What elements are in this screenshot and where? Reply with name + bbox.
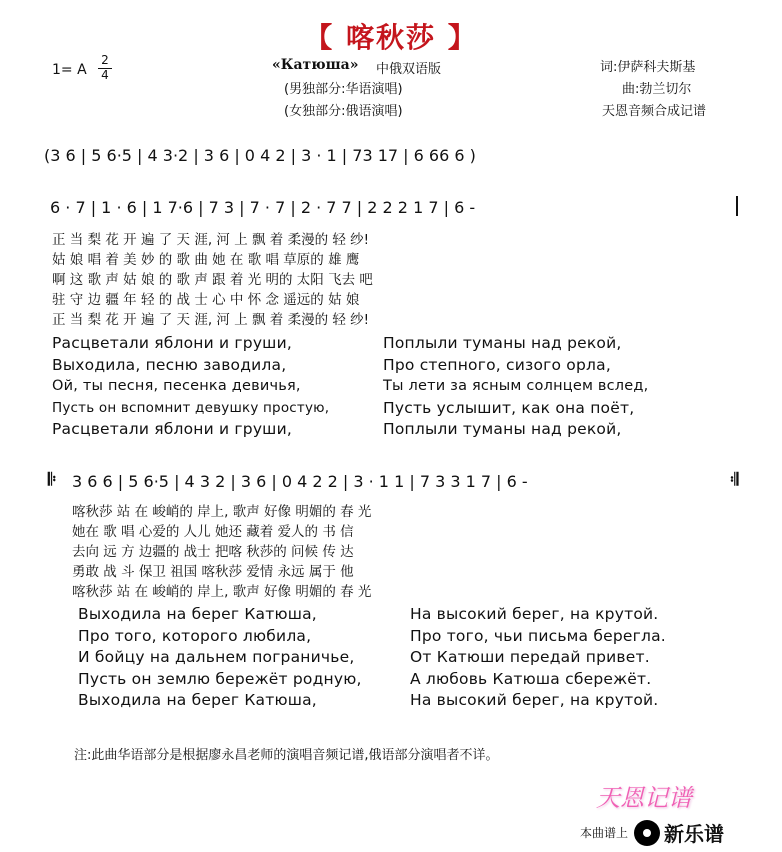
verse-russian-left [52, 333, 329, 441]
ru-line: Про того, которого любила, [78, 626, 312, 645]
verse-chinese-lyrics [52, 230, 373, 330]
lyric-line: 去向 远 方 边疆的 战士 把喀 秋莎的 问候 传 达 [72, 544, 354, 560]
ru-line: На высокий берег, на крутой. [410, 605, 659, 623]
ru-line: Выходила на берег Катюша, [78, 605, 317, 623]
ru-line: Выходила на берег Катюша, [78, 691, 317, 709]
ru-line: Пусть услышит, как она поёт, [383, 398, 635, 417]
verse-russian-right [383, 333, 648, 441]
lyric-line: 喀秋莎 站 在 峻峭的 岸上, 歌声 好像 明媚的 春 光 [72, 584, 372, 600]
male-part-note: (男独部分:华语演唱) [284, 82, 403, 97]
chorus-russian-right [410, 604, 666, 712]
intro-notation: (3 6 | 5 6·5 | 4 3·2 | 3 6 | 0 4 2 | 3 · 1 | 73 17 | 6 66 6 ) [44, 146, 476, 165]
lyric-line: 正 当 梨 花 开 遍 了 天 涯, 河 上 飘 着 柔漫的 轻 纱! [52, 312, 370, 328]
lyric-line: 驻 守 边 疆 年 轻 的 战 士 心 中 怀 念 遥远的 姑 娘 [52, 292, 360, 308]
repeat-end-sign: 𝄇 [730, 470, 739, 490]
barline-end [736, 196, 738, 216]
repeat-start-sign: 𝄆 [48, 470, 57, 490]
ru-line: Пусть он вспомнит девушку простую, [52, 399, 330, 416]
lyric-line: 她在 歌 唱 心爱的 人儿 她还 藏着 爱人的 书 信 [72, 524, 354, 540]
recorder: 天恩音频合成记谱 [602, 104, 707, 119]
ru-line: Расцветали яблони и груши, [52, 420, 292, 438]
vinyl-logo-icon [634, 820, 660, 846]
time-signature-denominator: 4 [101, 68, 109, 82]
brand-name: 新乐谱 [664, 822, 725, 846]
ru-line: Про того, чьи письма берегла. [410, 626, 666, 645]
female-part-note: (女独部分:俄语演唱) [284, 104, 403, 119]
song-title: 【 喀秋莎 】 [304, 21, 478, 54]
lyricist: 词:伊萨科夫斯基 [600, 60, 696, 75]
chorus-russian-left [78, 604, 362, 712]
ru-line: И бойцу на дальнем пограничье, [78, 648, 355, 666]
ru-line: На высокий берег, на крутой. [410, 691, 659, 709]
verse-notation: 6 · 7 | 1 · 6 | 1 7·6 | 7 3 | 7 · 7 | 2 · 7 7 | 2 2 2 1 7 | 6 - [50, 198, 476, 217]
chorus-notation: 3 6 6 | 5 6·5 | 4 3 2 | 3 6 | 0 4 2 2 | 3 · 1 1 | 7 3 3 1 7 | 6 - [72, 472, 528, 491]
key-signature: 1= A [52, 62, 87, 78]
subtitle-chinese: 中俄双语版 [376, 62, 442, 77]
brand-prefix: 本曲谱上 [580, 826, 629, 840]
ru-line: Выходила, песню заводила, [52, 355, 287, 374]
time-signature-numerator: 2 [101, 53, 109, 67]
signature-stamp: 天恩记谱 [596, 784, 692, 812]
ru-line: Поплыли туманы над рекой, [383, 420, 622, 438]
ru-line: Пусть он землю бережёт родную, [78, 669, 362, 688]
lyric-line: 啊 这 歌 声 姑 娘 的 歌 声 跟 着 光 明的 太阳 飞去 吧 [52, 272, 373, 288]
lyric-line: 正 当 梨 花 开 遍 了 天 涯, 河 上 飘 着 柔漫的 轻 纱! [52, 232, 370, 248]
ru-line: Про степного, сизого орла, [383, 355, 611, 374]
ru-line: А любовь Катюша сбережёт. [410, 669, 652, 688]
chorus-chinese-lyrics [72, 502, 371, 602]
ru-line: Ты лети за ясным солнцем вслед, [383, 378, 649, 394]
ru-line: Ой, ты песня, песенка девичья, [52, 378, 301, 394]
lyric-line: 勇敢 战 斗 保卫 祖国 喀秋莎 爱情 永远 属于 他 [72, 564, 354, 580]
ru-line: Расцветали яблони и груши, [52, 334, 292, 352]
lyric-line: 姑 娘 唱 着 美 妙 的 歌 曲 她 在 歌 唱 草原的 雄 鹰 [52, 252, 360, 268]
subtitle-russian: «Катюша» [272, 57, 359, 73]
composer: 曲:勃兰切尔 [622, 82, 692, 97]
lyric-line: 喀秋莎 站 在 峻峭的 岸上, 歌声 好像 明媚的 春 光 [72, 504, 372, 520]
brand-footer [580, 818, 724, 847]
ru-line: Поплыли туманы над рекой, [383, 334, 622, 352]
footnote: 注:此曲华语部分是根据廖永昌老师的演唱音频记谱,俄语部分演唱者不详。 [74, 748, 499, 763]
ru-line: От Катюши передай привет. [410, 648, 650, 666]
